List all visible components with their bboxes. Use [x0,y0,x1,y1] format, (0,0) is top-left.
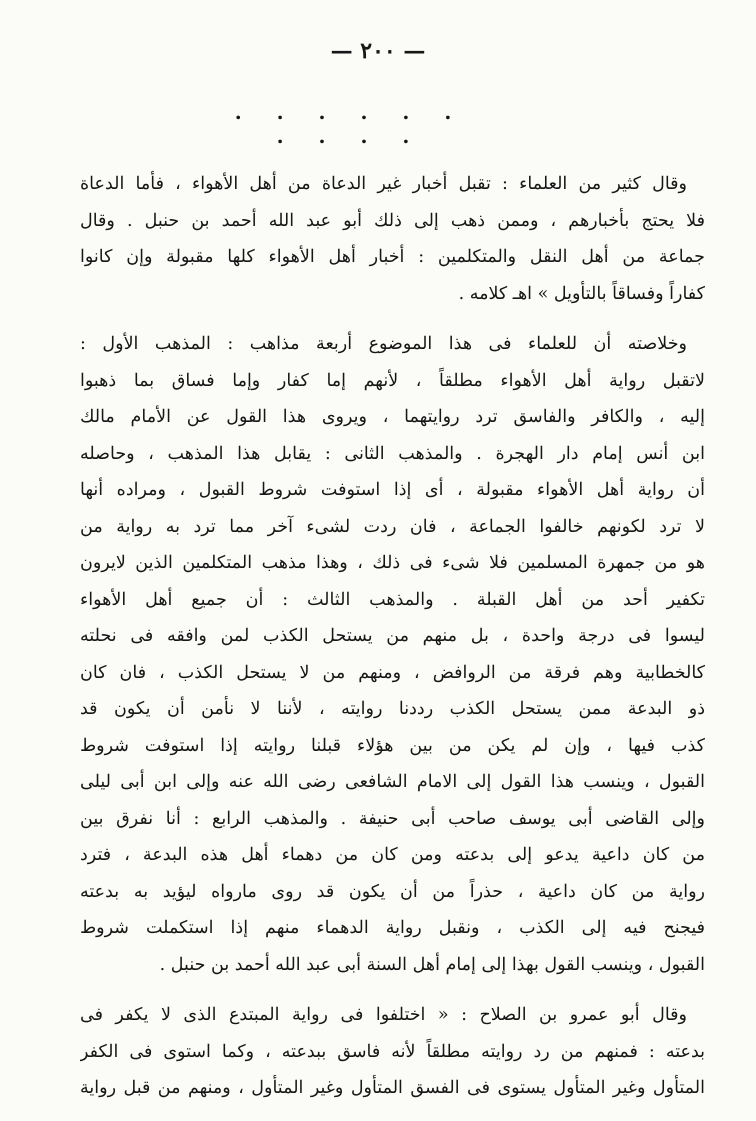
text-line: وإلى القاضى أبى يوسف صاحب أبى حنيفة . والمذهب الرابع : أنا نفرق بين [80,808,705,829]
text-line: لاتقبل رواية أهل الأهواء مطلقاً ، لأنهم إما كفار وإما فساق بما ذهبوا [80,370,705,391]
paragraph-3 [80,997,705,1107]
text-line: ليسوا فى درجة واحدة ، بل منهم من يستحل الكذب لمن وافقه فى نحلته [80,626,705,646]
document-body [80,166,705,1121]
text-line: ابن أنس إمام دار الهجرة . والمذهب الثانى : يقابل هذا المذهب ، وحاصله [80,443,705,464]
paragraph-2 [80,326,705,983]
paragraph-1 [80,166,705,312]
text-line: القبول ، وينسب هذا القول إلى الامام الشافعى رضى الله عنه وإلى ابن أبى ليلى [80,772,705,792]
text-line: لا ترد لكونهم خالفوا الجماعة ، فان ردت لشىء آخر مما ترد به رواية من [80,516,705,537]
page-number: — ٢٠٠ — [330,38,426,64]
text-line: القبول ، وينسب القول بهذا إلى إمام أهل السنة أبى عبد الله أحمد بن حنبل . [159,954,705,975]
text-line: كالخطابية وهم فرقة من الروافض ، ومنهم من لا يستحل الكذب ، فان كان [80,662,705,683]
text-line: هو من جمهرة المسلمين فلا شىء فى ذلك ، وهذا مذهب المتكلمين الذين لايرون [80,553,705,573]
text-line: وخلاصته أن للعلماء فى هذا الموضوع أربعة مذاهب : المذهب الأول : [80,334,687,354]
text-line: كذب فيها ، وإن لم يكن من بين هؤلاء قبلنا روايته إذا استوفت شروط [80,735,705,756]
text-line: ذو البدعة ممن يستحل الكذب رددنا روايته ، لأننا لا نأمن أن يكون قد [80,699,705,719]
text-line: فلا يحتج بأخبارهم ، وممن ذهب إلى ذلك أبو عبد الله أحمد بن حنبل . وقال [80,210,705,231]
text-line: وقال كثير من العلماء : تقبل أخبار غير الدعاة من أهل الأهواء ، فأما الدعاة [80,174,687,194]
text-line: من كان داعية يدعو إلى بدعته ومن كان من دهماء أهل هذه البدعة ، فترد [80,845,705,865]
text-line: بدعته : فمنهم من رد روايته مطلقاً لأنه فاسق ببدعته ، وكما استوى فى الكفر [80,1041,705,1062]
text-line: تكفير أحد من أهل القبلة . والمذهب الثالث : أن جميع أهل الأهواء [80,589,705,610]
text-line: كفاراً وفساقاً بالتأويل » اهـ كلامه . [458,283,705,304]
text-line: جماعة من أهل النقل والمتكلمين : أخبار أهل الأهواء كلها مقبولة وإن كانوا [80,247,705,267]
text-line: فيجنح فيه إلى الكذب ، ونقبل رواية الدهماء منهم إذا استكملت شروط [80,918,705,938]
text-line: وقال أبو عمرو بن الصلاح : « اختلفوا فى رواية المبتدع الذى لا يكفر فى [80,1005,687,1025]
section-separator: . . . . . . . . . . [234,100,466,148]
text-line: المتأول وغير المتأول يستوى فى الفسق المتأول وغير المتأول ، ومنهم من قبل رواية [80,1078,705,1098]
text-line: رواية من كان داعية ، حذراً من أن يكون قد روى مارواه ليؤيد به بدعته [80,881,705,902]
text-line: إليه ، والكافر والفاسق ترد روايتهما ، ويروى هذا القول عن الأمام مالك [80,407,705,427]
text-line: أن رواية أهل الأهواء مقبولة ، أى إذا استوفت شروط القبول ، ومراده أنها [80,480,705,500]
